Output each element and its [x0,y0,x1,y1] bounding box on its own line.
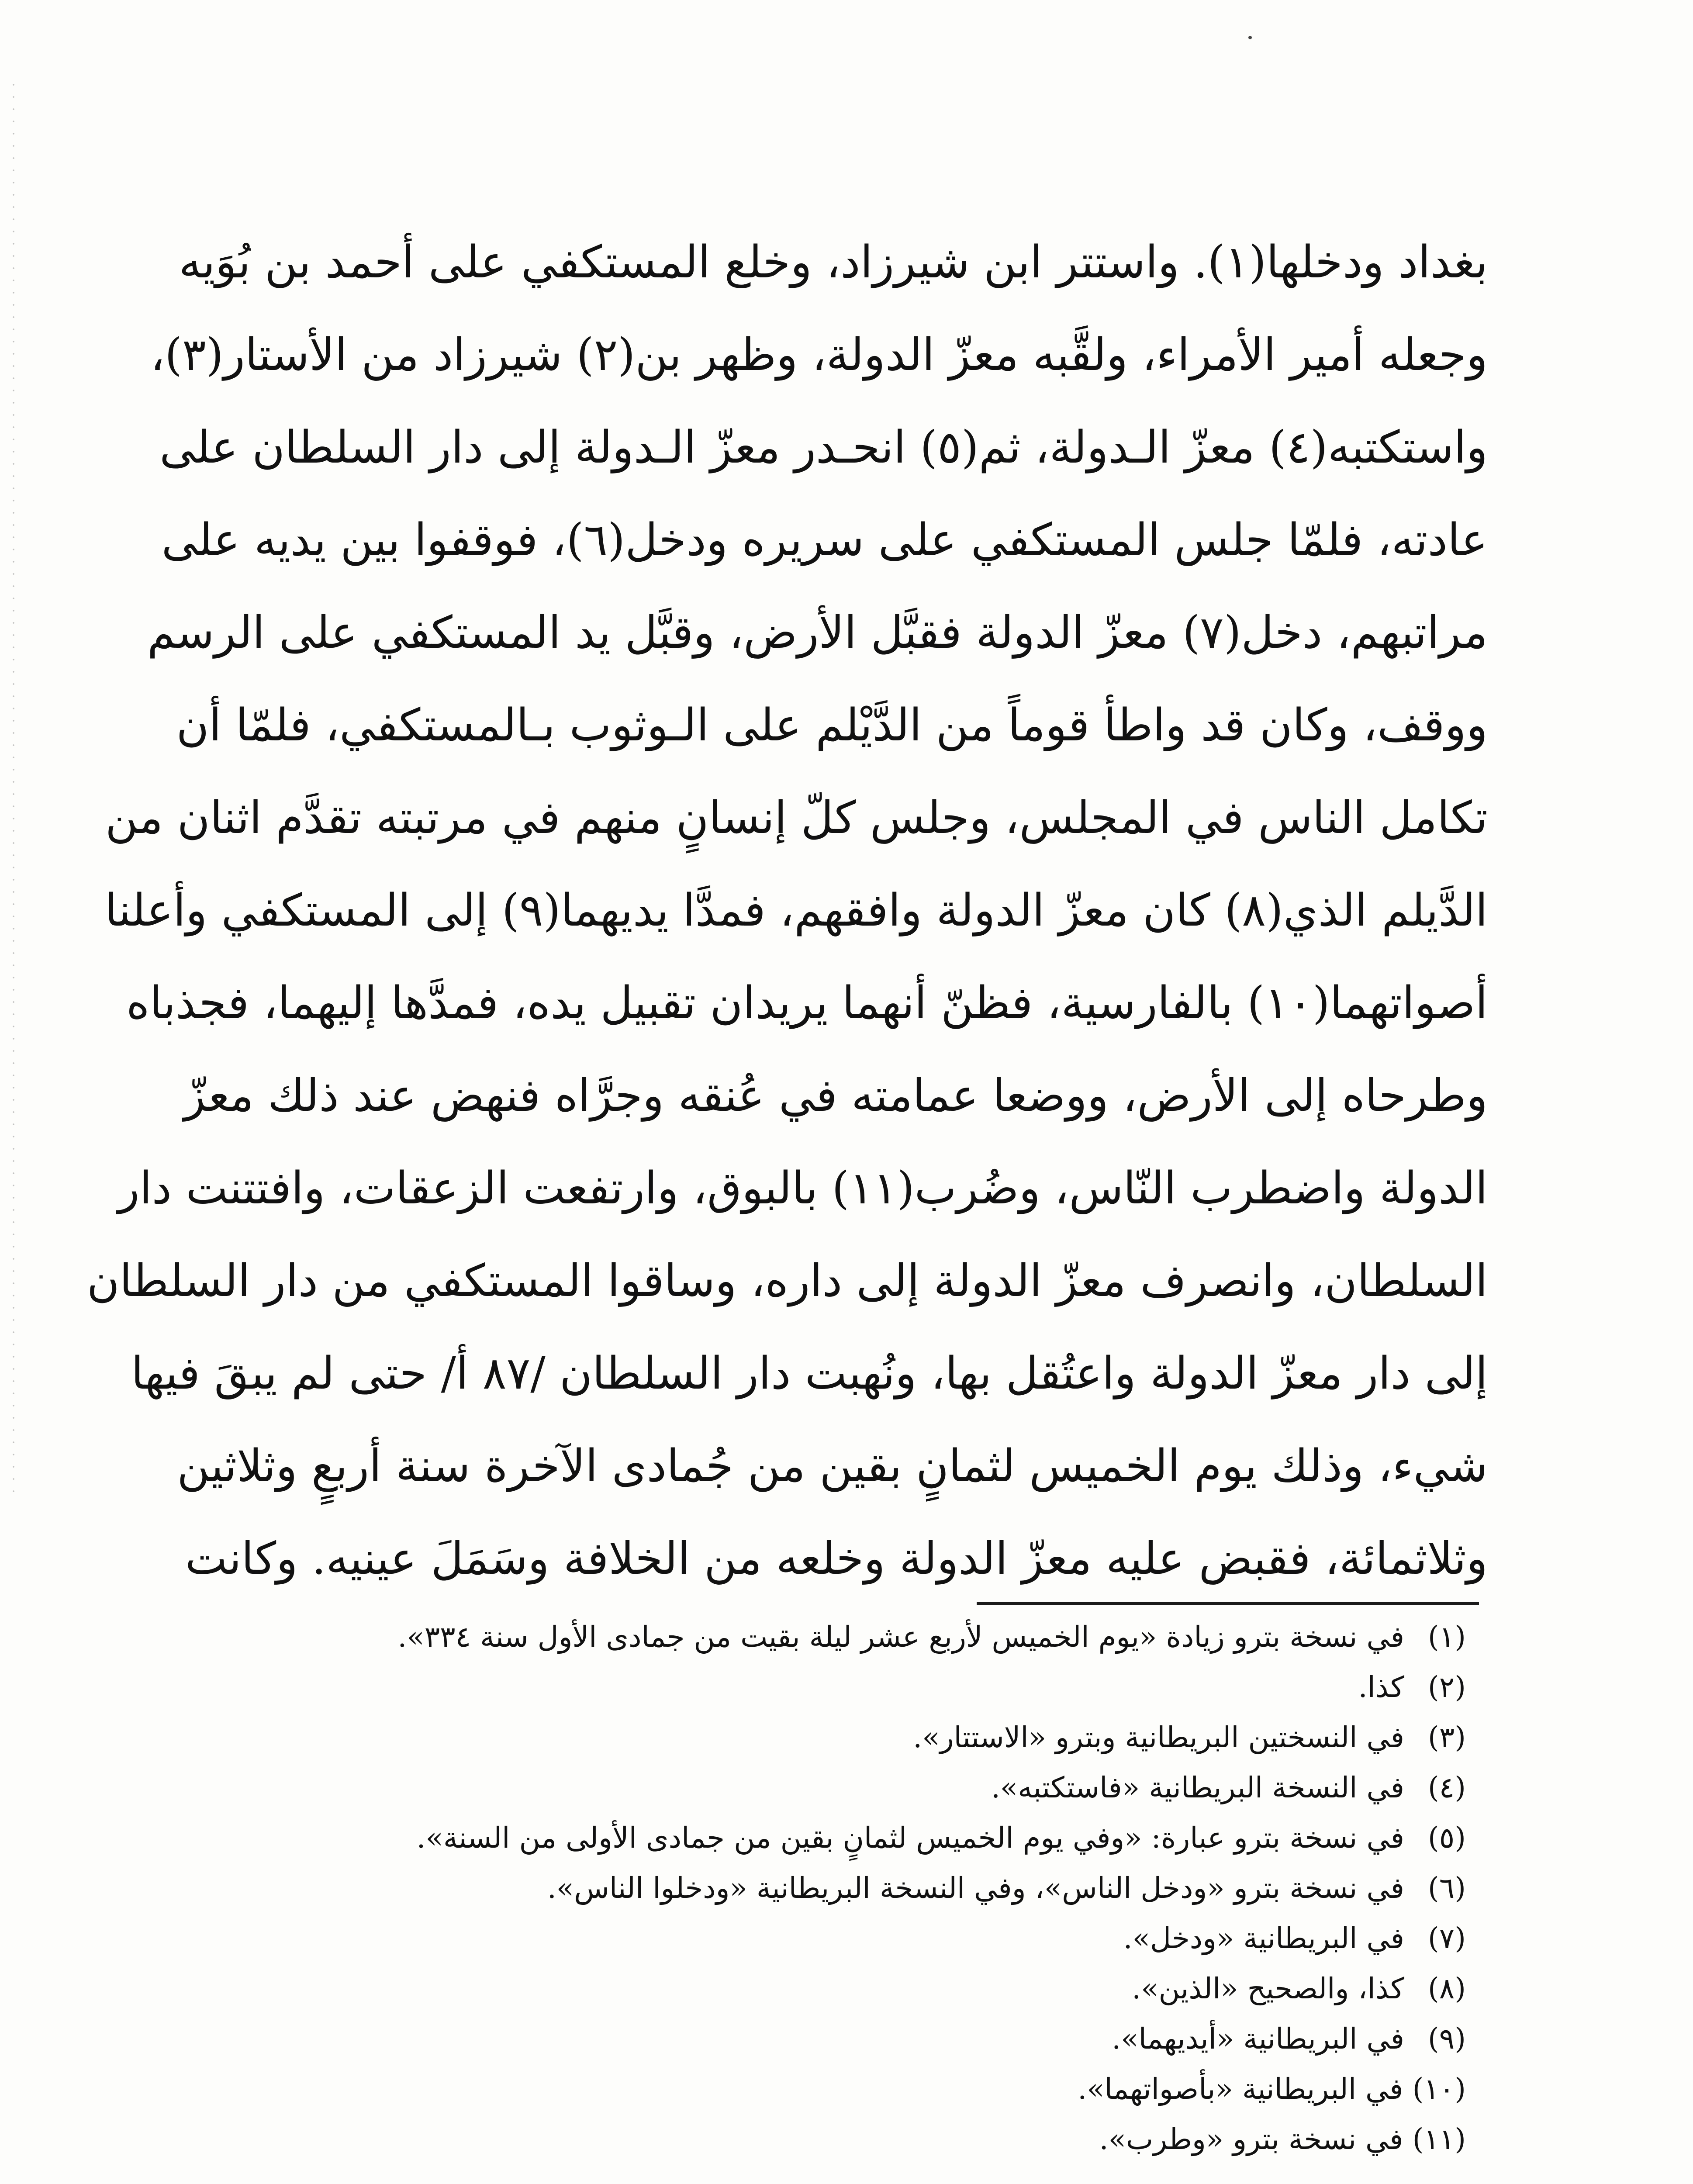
text-line: الدولة واضطرب النّاس، وضُرب(١١) بالبوق، وارتفعت الزعقات، وافتتنت دار [118,1162,1488,1214]
binding-margin-dots [12,79,15,1498]
text-line: عادته، فلمّا جلس المستكفي على سريره ودخل(٦)، فوقفوا بين يديه على [161,514,1488,566]
text-line: الدَّيلم الذي(٨) كان معزّ الدولة وافقهم، فمدَّا يديهما(٩) إلى المستكفي وأعلنا [105,885,1488,936]
text-line: أصواتهما(١٠) بالفارسية، فظنّ أنهما يريدان تقبيل يده، فمدَّها إليهما، فجذباه [126,977,1488,1029]
footnote-number: (٦) [1428,1871,1466,1905]
footnote-number: (١٠) [1412,2072,1466,2106]
footnote-text: في البريطانية «بأصواتهما». [1078,2072,1403,2106]
footnote [177,1612,1466,1662]
text-line: السلطان، وانصرف معزّ الدولة إلى داره، وساقوا المستكفي من دار السلطان [86,1255,1488,1307]
text-line: تكامل الناس في المجلس، وجلس كلّ إنسانٍ منهم في مرتبته تقدَّم اثنان من [105,792,1488,844]
footnote-number: (٧) [1428,1921,1466,1955]
footnote [177,1963,1466,2014]
footnote-number: (٤) [1428,1771,1466,1804]
text-line: إلى دار معزّ الدولة واعتُقل بها، ونُهبت دار السلطان /٨٧ أ/ حتى لم يبقَ فيها [131,1348,1488,1400]
footnote-text: في البريطانية «ودخل». [1123,1921,1405,1955]
text-line: شيء، وذلك يوم الخميس لثمانٍ بقين من جُمادى الآخرة سنة أربعٍ وثلاثين [177,1440,1488,1492]
footnote-number: (٣) [1428,1721,1466,1754]
footnotes [177,1612,1466,2164]
footnote-number: (٢) [1428,1670,1466,1704]
footnote-text: في نسخة بترو زيادة «يوم الخميس لأربع عشر ليلة بقيت من جمادى الأول سنة ٣٣٤». [397,1620,1405,1654]
footnote-separator [977,1602,1479,1605]
footnote-text: في نسخة بترو «وطرب». [1099,2122,1403,2156]
footnote-text: في نسخة بترو «ودخل الناس»، وفي النسخة البريطانية «ودخلوا الناس». [547,1871,1405,1905]
page-speck [1248,36,1252,39]
main-text [86,216,1488,1605]
footnote-text: في نسخة بترو عبارة: «وفي يوم الخميس لثمانٍ بقين من جمادى الأولى من السنة». [416,1821,1405,1855]
footnote [177,1913,1466,1963]
footnote [177,2114,1466,2164]
text-line: بغداد ودخلها(١). واستتر ابن شيرزاد، وخلع المستكفي على أحمد بن بُوَيه [179,236,1488,288]
text-line: واستكتبه(٤) معزّ الـدولة، ثم(٥) انحـدر معزّ الـدولة إلى دار السلطان على [159,422,1488,473]
footnote-number: (١١) [1412,2122,1466,2156]
text-line: وطرحاه إلى الأرض، ووضعا عمامته في عُنقه وجرَّاه فنهض عند ذلك معزّ [183,1070,1488,1122]
footnote [177,2064,1466,2114]
footnote-number: (٨) [1428,1972,1466,2005]
text-line: مراتبهم، دخل(٧) معزّ الدولة فقبَّل الأرض، وقبَّل يد المستكفي على الرسم [147,607,1488,659]
footnote [177,2014,1466,2064]
footnote-number: (٩) [1428,2022,1466,2056]
footnote-text: في النسخة البريطانية «فاستكتبه». [991,1771,1405,1804]
text-line: وجعله أمير الأمراء، ولقَّبه معزّ الدولة، وظهر بن(٢) شيرزاد من الأستار(٣)، [150,329,1488,381]
footnote-text: في النسختين البريطانية وبترو «الاستتار». [913,1721,1405,1754]
footnote-number: (٥) [1428,1821,1466,1855]
footnote-number: (١) [1428,1620,1466,1654]
footnote-text: كذا، والصحيح «الذين». [1132,1972,1405,2005]
footnote [177,1762,1466,1813]
text-line: ووقف، وكان قد واطأ قوماً من الدَّيْلم على الـوثوب بـالمستكفي، فلمّا أن [176,699,1488,751]
text-line: وثلاثمائة، فقبض عليه معزّ الدولة وخلعه من الخلافة وسَمَلَ عينيه. وكانت [185,1533,1488,1585]
footnote-text: في البريطانية «أيديهما». [1112,2022,1405,2056]
footnote-text: كذا. [1358,1670,1405,1704]
footnote [177,1813,1466,1863]
footnote [177,1863,1466,1913]
footnote [177,1712,1466,1762]
footnote [177,1662,1466,1712]
